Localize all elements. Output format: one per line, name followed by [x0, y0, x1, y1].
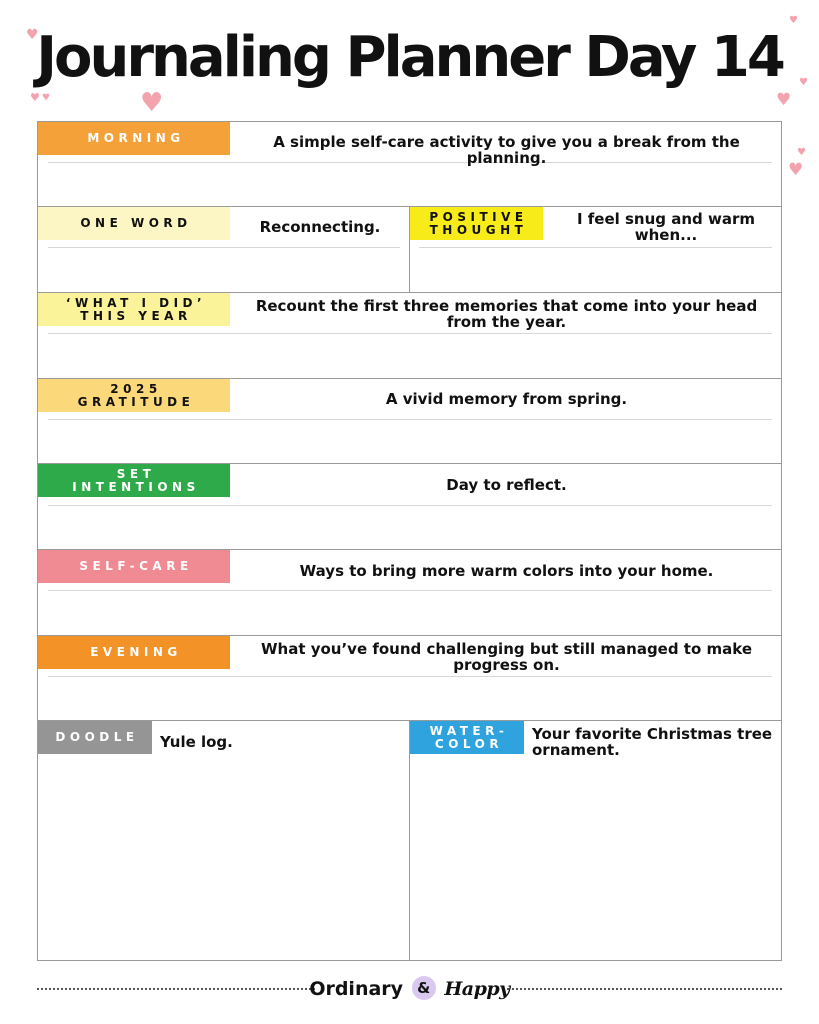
writing-line — [48, 247, 400, 248]
writing-line — [48, 333, 772, 334]
writing-line — [48, 590, 772, 591]
intentions-prompt: Day to reflect. — [446, 476, 567, 494]
writing-line — [48, 505, 772, 506]
positive-thought-prompt: I feel snug and warm when... — [576, 210, 756, 244]
watercolor-prompt: Your favorite Christmas tree ornament. — [532, 725, 773, 759]
page-title: Journaling Planner Day 14 — [36, 25, 783, 90]
what-i-did-label: ‘WHAT I DID’ THIS YEAR — [38, 293, 230, 326]
planner-grid — [37, 121, 782, 961]
heart-icon: ♥ — [789, 15, 798, 26]
what-i-did-prompt: Recount the first three memories that come into your head from the year. — [255, 297, 758, 331]
gratitude-label: 2025 GRATITUDE — [38, 379, 230, 412]
one-word-label: ONE WORD — [38, 207, 230, 240]
writing-line — [419, 247, 772, 248]
footer — [0, 974, 819, 1004]
gratitude-prompt: A vivid memory from spring. — [385, 390, 628, 408]
heart-icon: ♥ — [788, 160, 804, 180]
doodle-label: DOODLE — [38, 721, 152, 754]
positive-thought-label: POSITIVE THOUGHT — [410, 207, 543, 240]
self-care-label: SELF-CARE — [38, 550, 230, 583]
one-word-prompt: Reconnecting. — [259, 218, 381, 236]
doodle-prompt: Yule log. — [160, 733, 233, 751]
column-divider — [409, 720, 410, 961]
heart-icon: ♥ — [30, 91, 40, 104]
heart-icon: ♥ — [797, 147, 806, 158]
intentions-label: SET INTENTIONS — [38, 464, 230, 497]
heart-icon: ♥ — [26, 27, 39, 43]
heart-icon: ♥ — [140, 88, 164, 118]
evening-label: EVENING — [38, 636, 230, 669]
evening-prompt: What you’ve found challenging but still managed to make progress on. — [260, 640, 753, 674]
brand-logo: Ordinary & Happy — [309, 978, 510, 1000]
morning-prompt: A simple self-care activity to give you a break from the planning. — [273, 133, 740, 167]
morning-label: MORNING — [38, 122, 230, 155]
watercolor-label: WATER- COLOR — [410, 721, 524, 754]
heart-icon: ♥ — [776, 90, 792, 110]
self-care-prompt: Ways to bring more warm colors into your home. — [299, 562, 714, 580]
heart-icon: ♥ — [42, 93, 51, 103]
writing-line — [48, 676, 772, 677]
writing-line — [48, 419, 772, 420]
heart-icon: ♥ — [799, 77, 808, 88]
